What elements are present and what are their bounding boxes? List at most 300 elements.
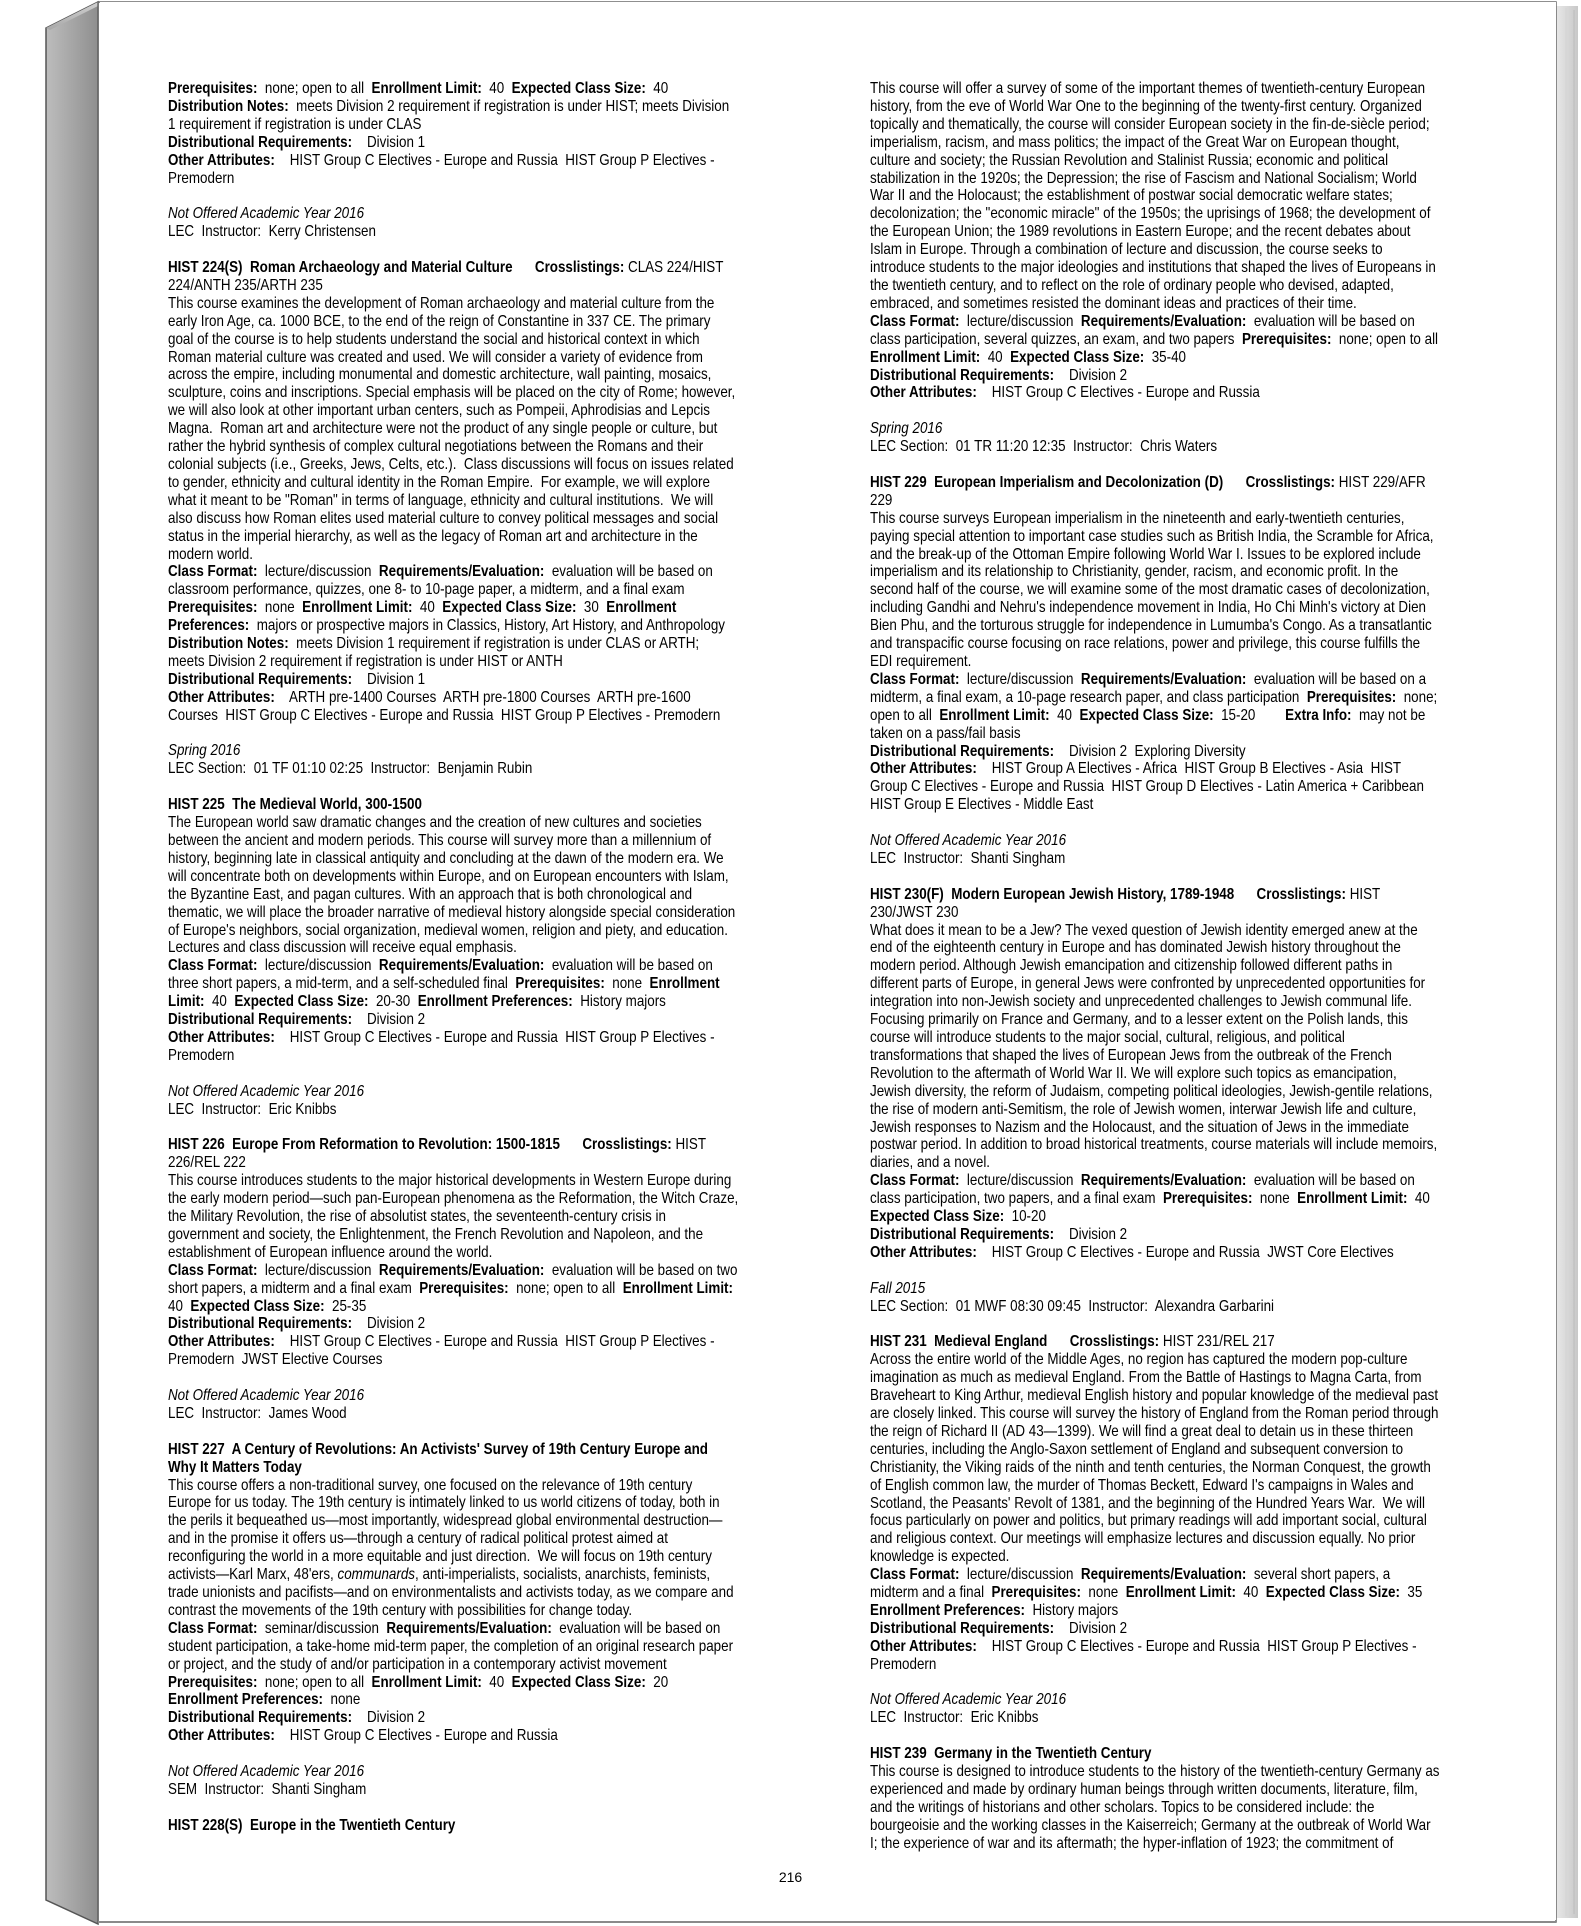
text-run: also discuss how Roman elites used material culture to convey political messages and social — [168, 509, 719, 527]
block-gap — [168, 725, 901, 743]
text-run: 35-40 — [1151, 348, 1187, 366]
text-run: 35 — [1407, 1584, 1423, 1602]
text-run: This course is designed to introduce students to the history of the twentieth-century Germany as — [870, 1763, 1440, 1781]
text-run: , anti-imperialists, socialists, anarchists, feminists, — [415, 1566, 711, 1584]
text-run: HIST Group C Electives - Europe and Russia — [984, 384, 1260, 402]
bold-text: Distributional Requirements: — [870, 1225, 1062, 1243]
text-run: none; open to all — [264, 80, 372, 97]
text-run: imperialism, racism, and mass politics; the impact of the Great War on European thought, — [870, 133, 1400, 151]
text-run: end of the eighteenth century in Europe and has dominated Jewish history throughout the — [870, 939, 1401, 957]
text-run: focus particularly on power and politics, but primary readings will add important social, cultural — [870, 1512, 1427, 1530]
text-run: integration into non-Jewish society and unprecedented challenges to Jewish communal life. — [870, 993, 1412, 1011]
bold-text: Distribution Notes: — [168, 97, 297, 115]
text-run: HIST 231/REL 217 — [1162, 1333, 1275, 1351]
text-run: class participation, two papers, and a final exam — [870, 1190, 1163, 1208]
text-run: HIST — [1349, 885, 1381, 903]
text-run: Jewish diversity, the reform of Judaism, competing political ideologies, Jewish-gentile relations, — [870, 1082, 1433, 1100]
text-run: Scotland, the Peasants' Revolt of 1381, and the beginning of the Hundred Years War. We will — [870, 1494, 1425, 1512]
course-block — [168, 1763, 901, 1799]
italic-text: Spring 2016 — [168, 742, 241, 760]
text-run: and the writings of historians and other scholars. Topics to be considered include: the — [870, 1798, 1375, 1816]
bold-text: Prerequisites: — [1162, 1190, 1260, 1208]
page-number: 216 — [778, 1869, 803, 1885]
text-run: Group C Electives - Europe and Russia HIST Group D Electives - Latin America + Caribbean — [870, 778, 1424, 796]
text-run: seminar/discussion — [264, 1619, 387, 1637]
text-run: culture and society; the Russian Revolution and Stalinist Russia; economic and political — [870, 151, 1389, 169]
text-run: midterm and a final — [870, 1584, 992, 1602]
text-run: 20-30 — [375, 993, 418, 1011]
text-run: Bien Phu, and the torturous struggle for independence in Lumumba's Congo. As a transatlantic — [870, 617, 1432, 635]
text-run: short papers, a midterm and a final exam — [168, 1279, 420, 1297]
bold-text: Class Format: — [870, 312, 967, 330]
bold-text: Class Format: — [168, 563, 265, 581]
text-run: 40 — [419, 599, 443, 617]
text-run: HIST Group C Electives - Europe and Russia HIST Group P Electives - — [282, 1333, 715, 1351]
text-run: LEC Section: 01 MWF 08:30 09:45 Instructor: Alexandra Garbarini — [870, 1297, 1275, 1315]
course-block — [870, 1745, 1581, 1852]
block-gap — [168, 241, 901, 259]
text-run: experienced and made by ordinary human beings through written documents, literature, film, — [870, 1780, 1418, 1798]
block-gap — [168, 1799, 901, 1817]
text-run: different parts of Europe, in general Jews were confronted by unprecedented opportunities for — [870, 975, 1426, 993]
bold-text: Limit: — [168, 993, 212, 1011]
bold-text: HIST 228(S) Europe in the Twentieth Century — [168, 1816, 456, 1834]
text-run: activists—Karl Marx, 48'ers, — [168, 1566, 338, 1584]
text-run: decolonization; the "economic miracle" of the 1950s; the uprisings of 1968; the development of — [870, 205, 1431, 223]
text-run: SEM Instructor: Shanti Singham — [168, 1780, 367, 1798]
text-run: and the break-up of the Ottoman Empire following World War I. Issues to be explored include — [870, 545, 1421, 563]
bold-text: Enrollment Limit: — [1125, 1584, 1244, 1602]
text-run: the Military Revolution, the rise of absolutist states, the seventeenth-century crisis in — [168, 1208, 666, 1225]
bold-text: Expected Class Size: — [1265, 1584, 1408, 1602]
text-run: three short papers, a mid-term, and a self-scheduled final — [168, 975, 516, 993]
text-run: the rise of modern anti-Semitism, the role of Jewish women, interwar Jewish life and culture, — [870, 1100, 1417, 1118]
text-run: goal of the course is to help students understand the social and historical context in which — [168, 330, 700, 348]
text-run: Division 2 — [1061, 366, 1128, 384]
text-run: course will introduce students to the major social, cultural, religious, and political — [870, 1028, 1345, 1046]
bold-text: Other Attributes: — [168, 1028, 283, 1046]
text-run: history, from the eve of World War One to the beginning of the twenty-first century. Organized — [870, 97, 1422, 115]
text-run: Premodern — [870, 1655, 937, 1673]
bold-text: HIST 224(S) Roman Archaeology and Material Culture Crosslistings: — [168, 259, 629, 277]
bold-text: Requirements/Evaluation: — [1080, 1172, 1254, 1190]
text-run: 40 — [489, 1673, 512, 1691]
text-run: What does it mean to be a Jew? The vexed question of Jewish identity emerged anew at the — [870, 921, 1418, 939]
bold-text: Class Format: — [870, 670, 967, 688]
text-run: This course surveys European imperialism in the nineteenth and early-twentieth centuries, — [870, 509, 1405, 527]
bold-text: Other Attributes: — [168, 688, 283, 706]
left-column — [168, 80, 901, 1835]
course-block — [168, 205, 901, 241]
course-block — [870, 832, 1581, 868]
text-run: and in the promise it offers us—through a century of radical political protest aimed at — [168, 1530, 668, 1548]
text-run: 40 — [653, 80, 669, 97]
bold-text: Prerequisites: — [515, 975, 613, 993]
text-run: open to all — [870, 706, 940, 724]
text-run: of Europe's neighbors, social organization, medieval women, religion and piety, and education. — [168, 921, 728, 939]
text-run: Christianity, the Viking raids of the ninth and tenth centuries, the Norman Conquest, the growth — [870, 1458, 1431, 1476]
text-run: ARTH pre-1400 Courses ARTH pre-1800 Courses ARTH pre-1600 — [282, 688, 691, 706]
text-run: will concentrate both on developments within Europe, and on European encounters with Islam, — [168, 867, 729, 885]
block-gap — [168, 1423, 901, 1441]
text-run: LEC Instructor: James Wood — [168, 1404, 347, 1422]
text-run: rather the hybrid synthesis of complex cultural negotiations between the Romans and their — [168, 438, 704, 456]
text-run: Roman material culture was created and used. We will consider a variety of evidence from — [168, 348, 703, 366]
text-run: EDI requirement. — [870, 652, 972, 670]
text-run: 15-20 — [1221, 706, 1286, 724]
text-run: Division 2 — [359, 1709, 426, 1727]
text-run: HIST Group C Electives - Europe and Russia HIST Group P Electives - — [282, 1028, 715, 1046]
course-block — [168, 1083, 901, 1119]
text-run: lecture/discussion — [966, 1172, 1081, 1190]
text-run: including Gandhi and Nehru's independence movement in India, Ho Chi Minh's victory at Dien — [870, 599, 1427, 617]
bold-text: Enrollment Limit: — [939, 706, 1058, 724]
text-run: HIST Group C Electives - Europe and Russia HIST Group P Electives - — [282, 151, 715, 169]
bold-text: Enrollment Limit: — [302, 599, 420, 617]
text-run: evaluation will be based on — [551, 563, 713, 581]
bold-text: Distribution Notes: — [168, 635, 297, 653]
bold-text: Enrollment — [649, 975, 720, 993]
text-run: evaluation will be based on — [1253, 312, 1415, 330]
text-run: 40 — [211, 993, 235, 1011]
text-run: Focusing primarily on France and Germany, and to a lesser extent on the Polish lands, this — [870, 1011, 1408, 1029]
text-run: lecture/discussion — [966, 1566, 1081, 1584]
italic-text: Not Offered Academic Year 2016 — [870, 832, 1067, 850]
text-run: HIST Group C Electives - Europe and Russia — [282, 1727, 558, 1745]
bold-text: Expected Class Size: — [234, 993, 376, 1011]
text-run: 40 — [1414, 1190, 1430, 1208]
text-run: majors or prospective majors in Classics, History, Art History, and Anthropology — [256, 617, 726, 635]
text-run: 40 — [168, 1297, 191, 1315]
bold-text: Other Attributes: — [870, 384, 985, 402]
bold-text: Why It Matters Today — [168, 1458, 302, 1476]
text-run: diaries, and a novel. — [870, 1154, 991, 1172]
text-run: and transpacific course focusing on race relations, power and privilege, this course fulfills the — [870, 635, 1421, 653]
text-run: the European Union; the 1989 revolutions in Eastern Europe; and the recent debates about — [870, 223, 1411, 241]
text-run: 20 — [653, 1673, 669, 1691]
text-run: lecture/discussion — [966, 670, 1081, 688]
text-run: centuries, including the Anglo-Saxon settlement of England and subsequent conversion to — [870, 1440, 1404, 1458]
text-run: none — [612, 975, 650, 993]
bold-text: Requirements/Evaluation: — [378, 957, 552, 975]
text-run: evaluation will be based on a — [1253, 670, 1427, 688]
text-run: history, beginning late in classical antiquity and concluding at the dawn of the modern era. We — [168, 849, 724, 867]
text-run: Revolution to the aftermath of World War II. We will explore such topics as emancipation, — [870, 1064, 1397, 1082]
course-block — [870, 420, 1581, 456]
bold-text: Expected Class Size: — [870, 1208, 1012, 1226]
text-run: War II and the Holocaust; the establishment of postwar social democratic welfare states; — [870, 187, 1393, 205]
text-run: introduce students to the major ideologies and institutions that shaped the lives of Europeans in — [870, 259, 1436, 277]
text-run: reconfiguring the world in a more equitable and just direction. We will focus on 19th century — [168, 1548, 712, 1566]
course-block — [168, 742, 901, 778]
text-run: Division 2 — [359, 1011, 426, 1029]
text-run: topically and thematically, the course will consider European society in the fin-de-siècle period; — [870, 115, 1430, 133]
bold-text: Distributional Requirements: — [870, 366, 1062, 384]
text-run: taken on a pass/fail basis — [870, 724, 1021, 742]
text-run: none; — [1403, 688, 1438, 706]
text-run: transformations that shaped the lives of European Jews from the outbreak of the French — [870, 1046, 1392, 1064]
text-run: the Byzantine East, and pagan cultures. With an approach that is both chronological and — [168, 885, 693, 903]
text-run: I; the experience of war and its aftermath; the hyper-inflation of 1923; the commitment of — [870, 1834, 1394, 1852]
bold-text: Expected Class Size: — [511, 80, 654, 97]
text-run: none — [1259, 1190, 1298, 1208]
text-run: LEC Instructor: Eric Knibbs — [870, 1709, 1039, 1727]
bold-text: Expected Class Size: — [190, 1297, 332, 1315]
text-run: classroom performance, quizzes, one 8- to 10-page paper, a midterm, and a final exam — [168, 581, 685, 599]
text-run: the early modern period—such pan-European phenomena as the Reformation, the Witch Craze, — [168, 1190, 739, 1208]
text-run: History majors — [1032, 1601, 1119, 1619]
bold-text: Enrollment Limit: — [1297, 1190, 1415, 1208]
right-column — [870, 80, 1581, 1853]
text-run: sculpture, coins and inscriptions. Special emphasis will be placed on the city of Rome; however, — [168, 384, 736, 402]
italic-text: Spring 2016 — [870, 420, 943, 438]
bold-text: Class Format: — [870, 1566, 967, 1584]
block-gap — [870, 456, 1581, 474]
text-run: Europe for us today. The 19th century is intimately linked to us world citizens of today, both in — [168, 1494, 720, 1512]
book-spine — [46, 2, 98, 1924]
course-block — [168, 796, 901, 1065]
text-run: Magna. Roman art and architecture were not the product of any single people or culture, but — [168, 420, 718, 438]
bold-text: HIST 239 Germany in the Twentieth Century — [870, 1745, 1152, 1763]
text-run: Division 2 — [1061, 1225, 1128, 1243]
bold-text: Prerequisites: — [168, 1673, 265, 1691]
text-run: student participation, a take-home mid-term paper, the completion of an original research paper — [168, 1637, 734, 1655]
bold-text: Class Format: — [168, 1619, 265, 1637]
bold-text: Distributional Requirements: — [168, 1315, 360, 1333]
text-run: 40 — [987, 348, 1011, 366]
italic-text: Not Offered Academic Year 2016 — [168, 205, 365, 223]
course-block — [870, 1333, 1581, 1673]
italic-text: Not Offered Academic Year 2016 — [168, 1763, 365, 1781]
text-run: modern period. Although Jewish emancipation and citizenship followed different paths in — [870, 957, 1393, 975]
text-run: Islam in Europe. Through a combination of lecture and discussion, the course seeks to — [870, 241, 1383, 259]
text-run: Premodern — [168, 1046, 235, 1064]
text-run: Across the entire world of the Middle Ages, no region has captured the modern pop-culture — [870, 1351, 1408, 1369]
italic-text: Not Offered Academic Year 2016 — [168, 1082, 365, 1100]
bold-text: Other Attributes: — [870, 1243, 985, 1261]
text-run: 25-35 — [331, 1297, 367, 1315]
course-block — [168, 1817, 901, 1835]
text-run: This course introduces students to the major historical developments in Western Europe during — [168, 1172, 732, 1190]
text-run: LEC Section: 01 TF 01:10 02:25 Instructor: Benjamin Rubin — [168, 760, 533, 778]
bold-text: Other Attributes: — [870, 760, 985, 778]
text-run: HIST — [675, 1136, 707, 1154]
block-gap — [870, 814, 1581, 832]
text-run: meets Division 2 requirement if registration is under HIST or ANTH — [168, 652, 563, 670]
text-run: 229 — [870, 491, 893, 509]
text-run: none; open to all — [264, 1673, 372, 1691]
text-run: class participation, several quizzes, an exam, and two papers — [870, 330, 1242, 348]
text-run: evaluation will be based on — [559, 1619, 721, 1637]
course-block — [168, 80, 901, 187]
text-run: 1 requirement if registration is under CLAS — [168, 115, 422, 133]
text-run: History majors — [580, 993, 666, 1011]
bold-text: Requirements/Evaluation: — [378, 1261, 552, 1279]
bold-text: Enrollment Limit: — [371, 80, 490, 97]
text-run: across the empire, including monumental and domestic architecture, wall painting, mosaics, — [168, 366, 712, 384]
text-run: 10-20 — [1011, 1208, 1046, 1226]
block-gap — [870, 1262, 1581, 1280]
text-run: none; open to all — [1338, 330, 1439, 348]
text-run: lecture/discussion — [264, 563, 379, 581]
block-gap — [870, 1674, 1581, 1692]
block-gap — [168, 778, 901, 796]
bold-text: Preferences: — [168, 617, 257, 635]
text-run: LEC Instructor: Kerry Christensen — [168, 223, 376, 241]
bold-text: HIST 225 The Medieval World, 300-1500 — [168, 796, 422, 814]
text-run: bourgeoisie and the working classes in the Kaiserreich; Germany at the outbreak of World War — [870, 1816, 1431, 1834]
bold-text: HIST 229 European Imperialism and Decolonization (D) Crosslistings: — [870, 473, 1339, 491]
text-run: contrast the movements of the 19th century with possibilities for change today. — [168, 1601, 633, 1619]
text-run: lecture/discussion — [264, 1261, 379, 1279]
text-run: HIST Group C Electives - Europe and Russia JWST Core Electives — [984, 1243, 1394, 1261]
course-block — [870, 1691, 1581, 1727]
bold-text: Distributional Requirements: — [168, 1709, 360, 1727]
text-run: evaluation will be based on — [1253, 1172, 1415, 1190]
text-run: none — [264, 599, 303, 617]
bold-text: Requirements/Evaluation: — [1080, 312, 1254, 330]
text-run: trade unionists and pacifists—and on environmentalists and activists today, as we compare and — [168, 1584, 734, 1601]
text-run: Premodern — [168, 169, 235, 187]
text-run: LEC Section: 01 TR 11:20 12:35 Instructor: Chris Waters — [870, 438, 1218, 456]
bold-text: Enrollment Preferences: — [417, 993, 581, 1011]
bold-text: Requirements/Evaluation: — [1080, 670, 1254, 688]
text-run: of English common law, the murder of Thomas Beckett, Edward I's campaigns in Wales and — [870, 1476, 1414, 1494]
text-run: 224/ANTH 235/ARTH 235 — [168, 276, 323, 294]
text-run: CLAS 224/HIST — [628, 259, 724, 277]
bold-text: Other Attributes: — [168, 151, 283, 169]
italic-text: Fall 2015 — [870, 1279, 926, 1297]
italic-text: Not Offered Academic Year 2016 — [168, 1387, 365, 1405]
bold-text: Prerequisites: — [419, 1279, 517, 1297]
bold-text: Class Format: — [870, 1172, 967, 1190]
text-run: none — [1088, 1584, 1126, 1602]
text-run: government and society, the Enlightenment, the French Revolution and Napoleon, and the — [168, 1225, 704, 1243]
text-run: the perils it bequeathed us—most importantly, widespread global environmental destruction— — [168, 1512, 723, 1530]
block-gap — [870, 402, 1581, 420]
text-run: colonial subjects (i.e., Greeks, Jews, Celts, etc.). Class discussions will focus on issues related — [168, 456, 734, 473]
bold-text: Prerequisites: — [168, 80, 265, 97]
bold-text: HIST 230(F) Modern European Jewish History, 1789-1948 Crosslistings: — [870, 885, 1350, 903]
text-run: This course offers a non-traditional survey, one focused on the relevance of 19th century — [168, 1476, 693, 1494]
course-block — [168, 1136, 901, 1369]
bold-text: Expected Class Size: — [511, 1673, 654, 1691]
text-run: meets Division 2 requirement if registration is under HIST; meets Division — [296, 97, 730, 115]
text-run: we will also look at other important urban centers, such as Pompeii, Aphrodisias and Lepcis — [168, 402, 710, 420]
text-run: second half of the course, we will examine some of the most dramatic cases of decolonization, — [870, 581, 1430, 599]
course-block — [168, 1387, 901, 1423]
text-run: Premodern JWST Elective Courses — [168, 1351, 383, 1369]
bold-text: Enrollment — [606, 599, 677, 617]
text-run: 40 — [489, 80, 512, 97]
block-gap — [168, 1369, 901, 1387]
bold-text: Distributional Requirements: — [168, 670, 360, 688]
block-gap — [870, 1727, 1581, 1745]
bold-text: Distributional Requirements: — [168, 1011, 360, 1029]
course-block — [870, 474, 1581, 814]
text-run: Division 2 Exploring Diversity — [1061, 742, 1246, 760]
text-run: postwar period. In addition to broad historical treatments, course materials will include memoirs, — [870, 1136, 1438, 1154]
text-run: This course will offer a survey of some of the important themes of twentieth-century European — [870, 80, 1426, 97]
course-block — [168, 1441, 901, 1745]
text-run: meets Division 1 requirement if registration is under CLAS or ARTH; — [296, 635, 700, 653]
course-block — [168, 259, 901, 725]
bold-text: Class Format: — [168, 957, 265, 975]
text-run: evaluation will be based on — [551, 957, 713, 975]
text-run: may not be — [1358, 706, 1426, 724]
course-block — [870, 1280, 1581, 1316]
text-run: the twentieth century, and to reflect on the role of ordinary people who devised, adapted, — [870, 276, 1394, 294]
text-run: 226/REL 222 — [168, 1154, 246, 1172]
text-run: between the ancient and modern periods. This course will survey more than a millennium of — [168, 832, 712, 849]
text-run: Division 2 — [359, 1315, 426, 1333]
bold-text: Enrollment Limit: — [622, 1279, 733, 1297]
bold-text: Other Attributes: — [168, 1333, 283, 1351]
text-run: Division 1 — [359, 133, 426, 151]
bold-text: Requirements/Evaluation: — [378, 563, 552, 581]
bold-text: Enrollment Preferences: — [168, 1691, 331, 1709]
text-run: 40 — [1243, 1584, 1266, 1602]
bold-text: Prerequisites: — [1241, 330, 1339, 348]
bold-text: Requirements/Evaluation: — [1080, 1566, 1254, 1584]
bold-text: Distributional Requirements: — [870, 1619, 1062, 1637]
text-run: Courses HIST Group C Electives - Europe and Russia HIST Group P Electives - Premodern — [168, 706, 721, 724]
text-run: Division 1 — [359, 670, 426, 688]
block-gap — [870, 868, 1581, 886]
text-run: several short papers, a — [1253, 1566, 1391, 1584]
text-run: Braveheart to King Arthur, medieval English history and popular knowledge of the medieval past — [870, 1387, 1439, 1405]
text-run: and religious context. Our meetings will emphasize lectures and discussion equally. No prior — [870, 1530, 1416, 1548]
bold-text: Distributional Requirements: — [168, 133, 360, 151]
text-run: lecture/discussion — [264, 957, 379, 975]
text-run: thematic, we will place the broader narrative of medieval history alongside special consideration — [168, 903, 736, 921]
text-run: HIST 229/AFR — [1338, 473, 1426, 491]
bold-text: Prerequisites: — [168, 599, 265, 617]
text-run: 30 — [583, 599, 607, 617]
bold-text: Enrollment Limit: — [371, 1673, 490, 1691]
text-run: LEC Instructor: Eric Knibbs — [168, 1100, 337, 1118]
block-gap — [168, 1745, 901, 1763]
text-run: Lectures and class discussion will receive equal emphasis. — [168, 939, 517, 957]
text-run: the reign of Richard II (AD 43—1399). We will find a great deal to detain us in these thirteen — [870, 1422, 1414, 1440]
text-run: 230/JWST 230 — [870, 903, 959, 921]
text-run: Jewish responses to Nazism and the Holocaust, and the situation of Jews in the immediate — [870, 1118, 1409, 1136]
text-run: are closely linked. This course will survey the history of England from the Roman period through — [870, 1404, 1439, 1422]
block-gap — [168, 187, 901, 205]
text-run: HIST Group A Electives - Africa HIST Group B Electives - Asia HIST — [984, 760, 1402, 778]
text-run: HIST Group E Electives - Middle East — [870, 796, 1094, 814]
text-run: midterm, a final exam, a 10-page research paper, and class participation — [870, 688, 1307, 706]
text-run: paying special attention to important case studies such as British India, the Scramble for Africa, — [870, 527, 1434, 545]
course-block — [870, 886, 1581, 1262]
text-run: early Iron Age, ca. 1000 BCE, to the end of the reign of Constantine in 337 CE. The primary — [168, 312, 711, 330]
bold-text: HIST 226 Europe From Reformation to Revolution: 1500-1815 Crosslistings: — [168, 1136, 676, 1154]
bold-text: Requirements/Evaluation: — [386, 1619, 560, 1637]
text-run: knowledge is expected. — [870, 1548, 1010, 1566]
course-block — [870, 80, 1581, 402]
text-run: Division 2 — [1061, 1619, 1128, 1637]
text-run: 40 — [1057, 706, 1080, 724]
bold-text: Distributional Requirements: — [870, 742, 1062, 760]
text-run: none — [330, 1691, 361, 1709]
italic-text: Not Offered Academic Year 2016 — [870, 1691, 1067, 1709]
text-run: evaluation will be based on two — [551, 1261, 738, 1279]
text-run: modern world. — [168, 545, 253, 563]
bold-text: Extra Info: — [1285, 706, 1359, 724]
bold-text: Expected Class Size: — [1010, 348, 1152, 366]
bold-text: HIST 231 Medieval England Crosslistings: — [870, 1333, 1163, 1351]
text-run: status in the imperial hierarchy, as well as the legacy of Roman art and architecture in the — [168, 527, 698, 545]
